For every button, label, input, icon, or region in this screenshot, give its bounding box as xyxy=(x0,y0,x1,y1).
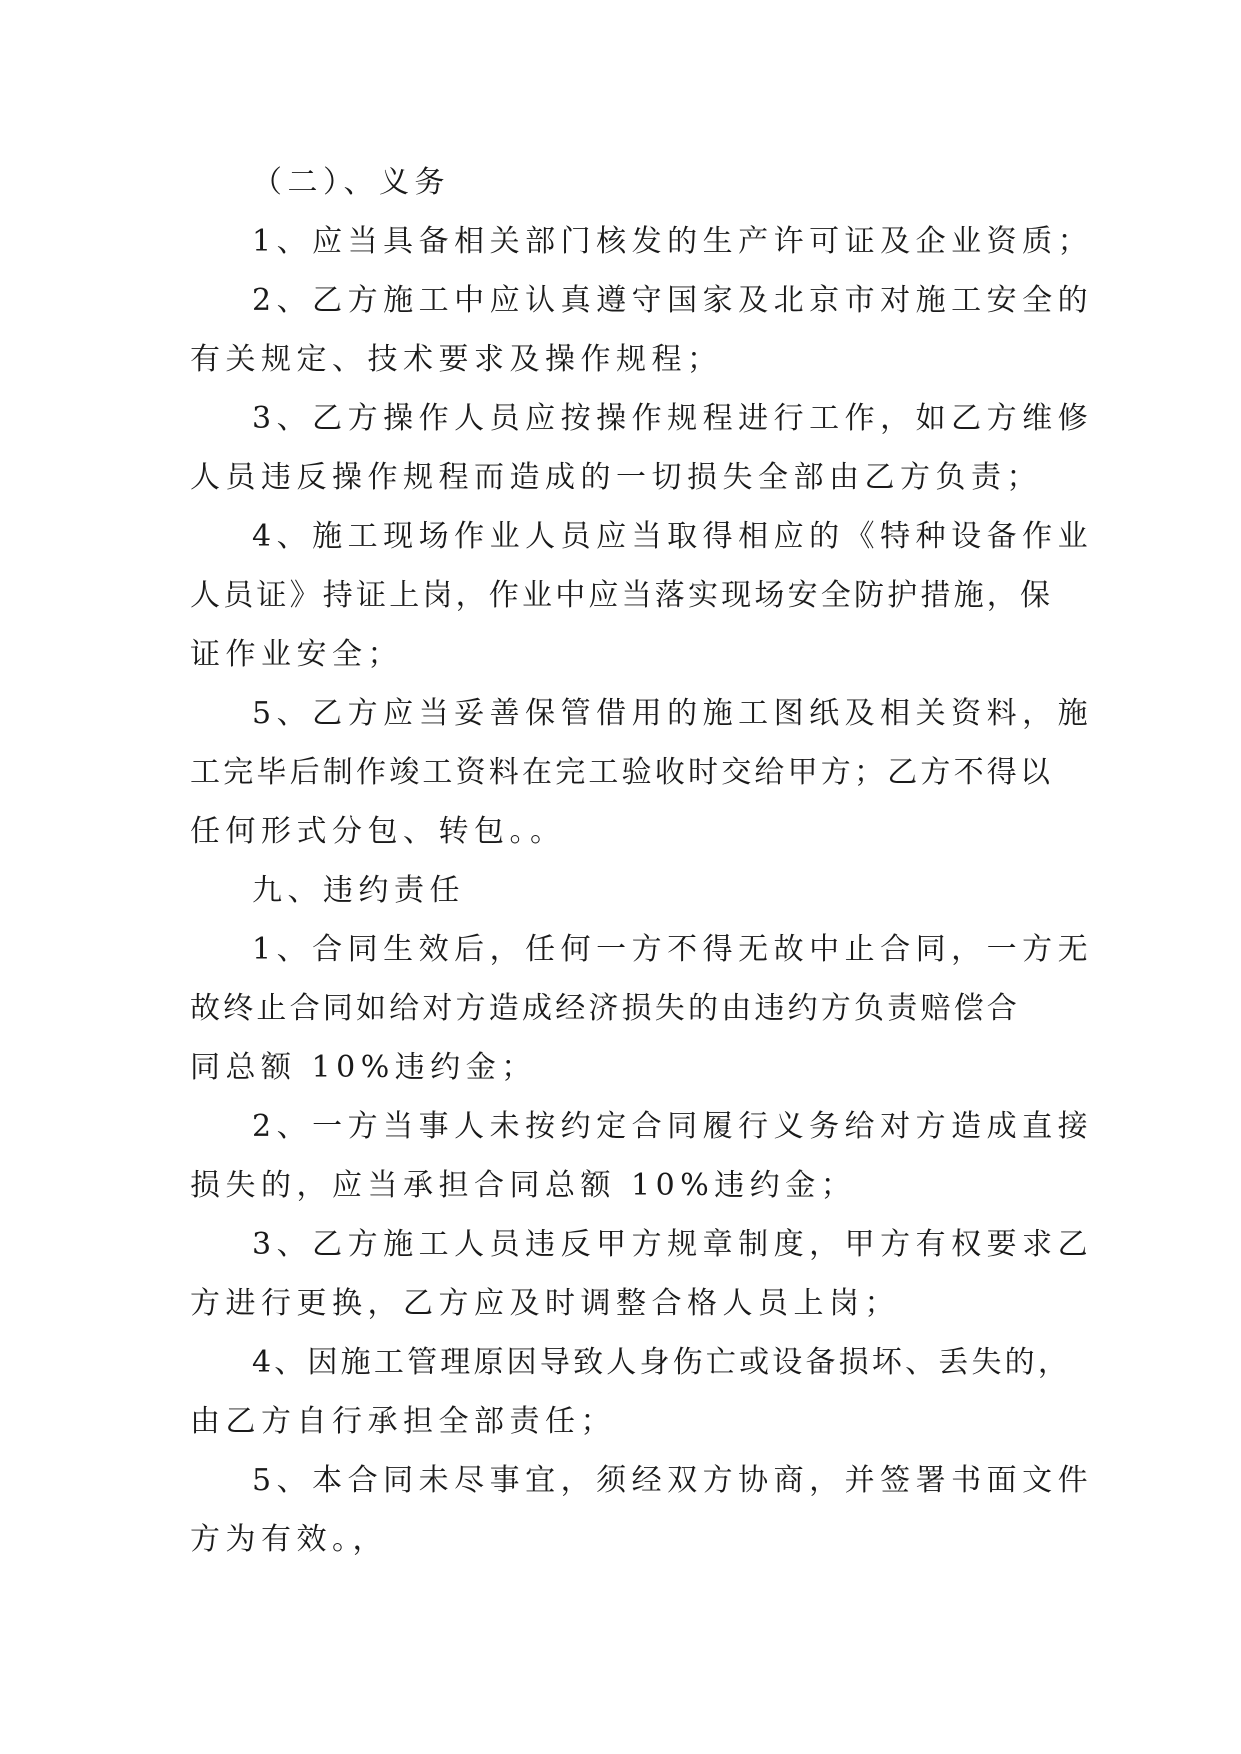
paragraph-line: 5、本合同未尽事宜，须经双方协商，并签署书面文件 xyxy=(252,1463,1094,1498)
paragraph-line: 故终止合同如给对方造成经济损失的由违约方负责赔偿合 xyxy=(190,991,1020,1026)
paragraph-line: 4、施工现场作业人员应当取得相应的《特种设备作业 xyxy=(252,519,1094,554)
paragraph-line: 3、乙方施工人员违反甲方规章制度，甲方有权要求乙 xyxy=(252,1227,1094,1262)
section-heading-breach: 九、违约责任 xyxy=(252,873,465,908)
paragraph-line: 人员违反操作规程而造成的一切损失全部由乙方负责； xyxy=(190,460,1042,495)
paragraph-line: 4、因施工管理原因导致人身伤亡或设备损坏、丢失的， xyxy=(252,1345,1072,1380)
paragraph-line: 3、乙方操作人员应按操作规程进行工作，如乙方维修 xyxy=(252,401,1094,436)
paragraph-line: 2、乙方施工中应认真遵守国家及北京市对施工安全的 xyxy=(252,283,1094,318)
paragraph-line: 1、应当具备相关部门核发的生产许可证及企业资质； xyxy=(252,224,1094,259)
paragraph-line: 1、合同生效后，任何一方不得无故中止合同，一方无 xyxy=(252,932,1094,967)
paragraph-line: 由乙方自行承担全部责任； xyxy=(190,1404,616,1439)
paragraph-line: 人员证》持证上岗，作业中应当落实现场安全防护措施，保 xyxy=(190,578,1054,613)
paragraph-line: 5、乙方应当妥善保管借用的施工图纸及相关资料，施 xyxy=(252,696,1094,731)
paragraph-line: 同总额 10%违约金； xyxy=(190,1050,537,1085)
paragraph-line: 工完毕后制作竣工资料在完工验收时交给甲方；乙方不得以 xyxy=(190,755,1054,790)
paragraph-line: 2、一方当事人未按约定合同履行义务给对方造成直接 xyxy=(252,1109,1094,1144)
paragraph-line: 损失的，应当承担合同总额 10%违约金； xyxy=(190,1168,857,1203)
paragraph-line: 方为有效。， xyxy=(190,1522,388,1557)
paragraph-line: 证作业安全； xyxy=(190,637,403,672)
section-heading-obligations: （二）、义务 xyxy=(252,165,450,200)
paragraph-line: 方进行更换，乙方应及时调整合格人员上岗； xyxy=(190,1286,900,1321)
paragraph-line: 有关规定、技术要求及操作规程； xyxy=(190,342,723,377)
paragraph-line: 任何形式分包、转包。。 xyxy=(190,814,566,849)
